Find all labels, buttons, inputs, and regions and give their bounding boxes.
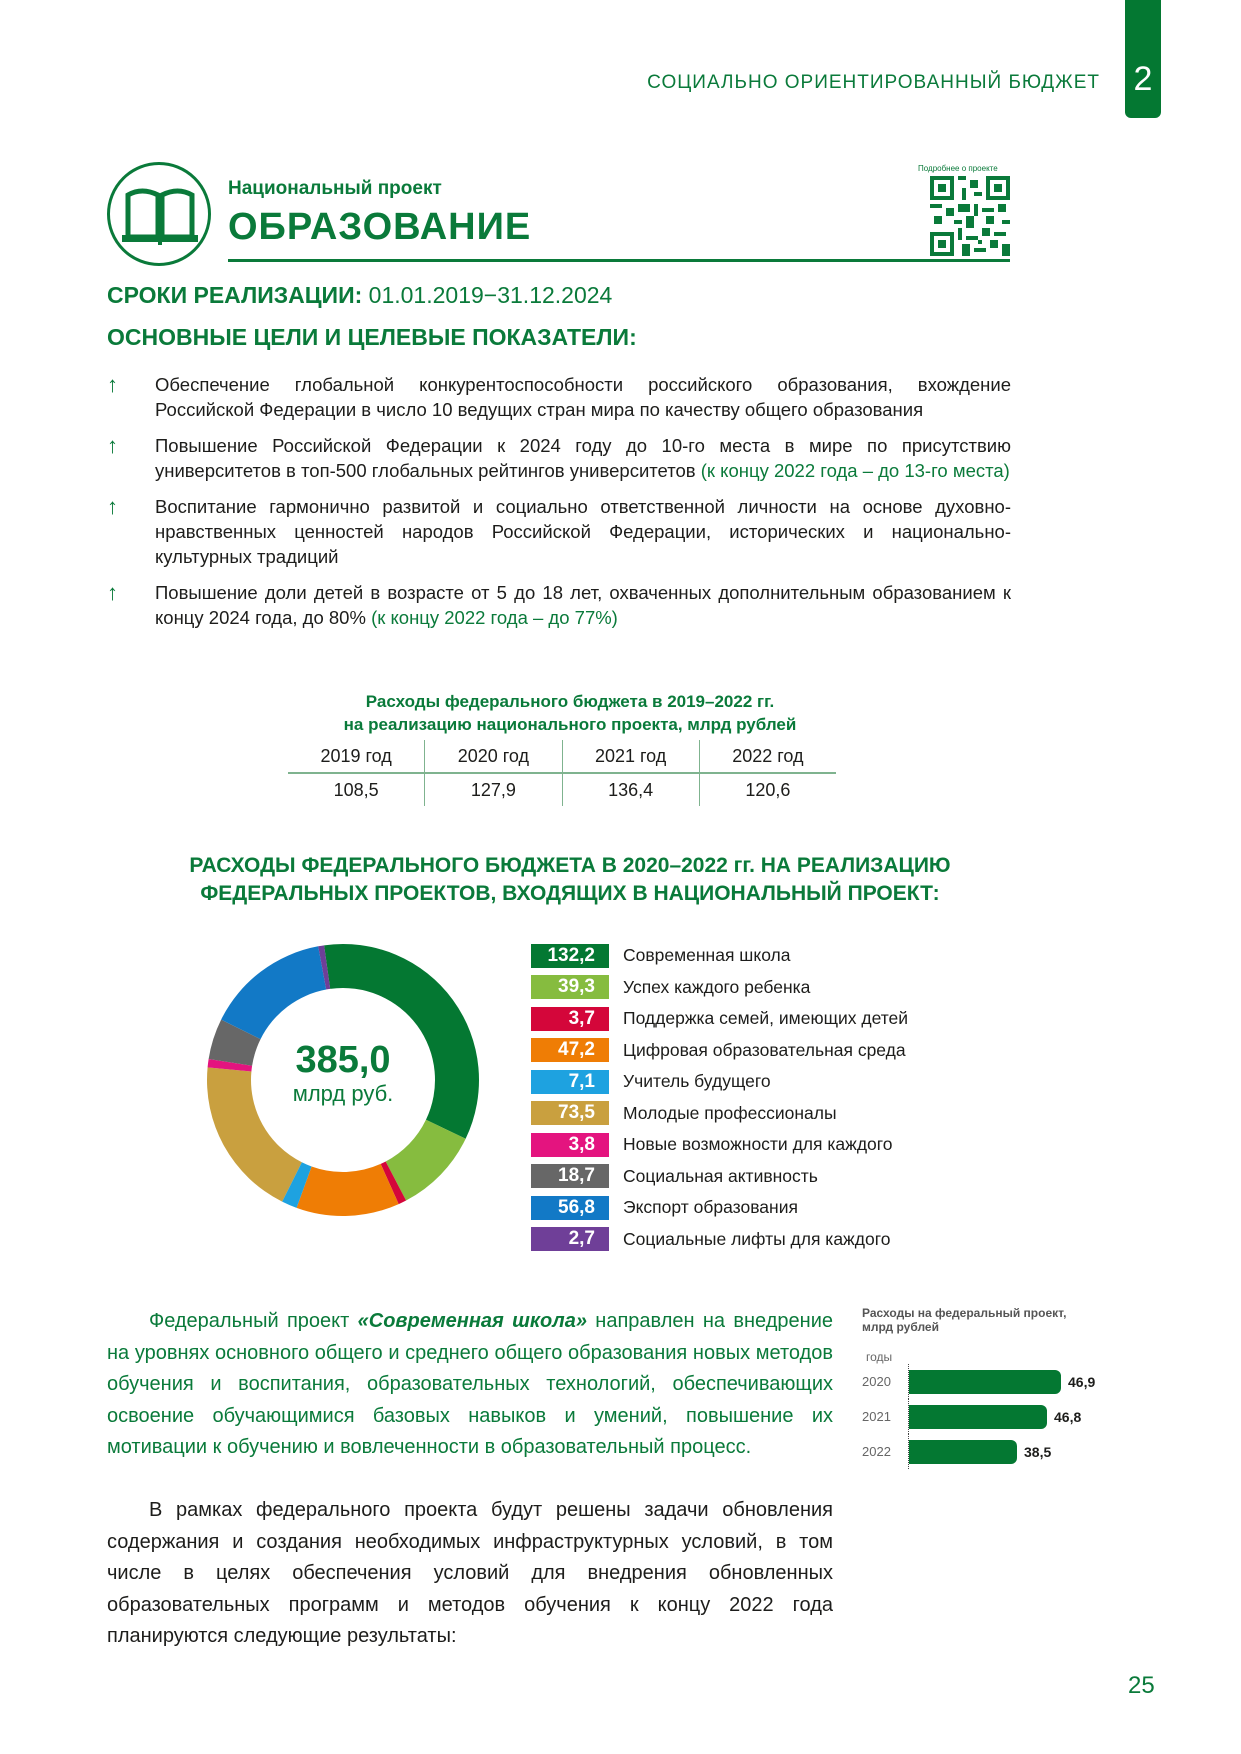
table-header-cell: 2022 год bbox=[699, 740, 836, 772]
legend-value: 7,1 bbox=[531, 1070, 609, 1094]
para1-emphasis: «Современная школа» bbox=[357, 1310, 587, 1332]
period-value: 01.01.2019−31.12.2024 bbox=[362, 282, 613, 308]
arrow-up-icon: ↑ bbox=[107, 433, 118, 458]
arrow-up-icon: ↑ bbox=[107, 580, 118, 605]
legend-item bbox=[531, 940, 908, 972]
bar bbox=[909, 1405, 1047, 1429]
qr-code-icon[interactable] bbox=[930, 176, 1010, 256]
table-header-cell: 2020 год bbox=[424, 740, 561, 772]
legend-label: Учитель будущего bbox=[623, 1071, 771, 1092]
budget-table-title bbox=[290, 690, 850, 736]
table-header-cell: 2019 год bbox=[320, 746, 392, 766]
legend-value: 3,7 bbox=[531, 1007, 609, 1031]
section-label: СОЦИАЛЬНО ОРИЕНТИРОВАННЫЙ БЮДЖЕТ bbox=[647, 72, 1100, 93]
table-cell: 136,4 bbox=[562, 774, 699, 806]
goal-item bbox=[107, 433, 1011, 483]
bar-year: 2020 bbox=[862, 1374, 891, 1389]
legend-item bbox=[531, 1035, 908, 1067]
side-bar-chart bbox=[862, 1364, 1122, 1469]
qr-caption: Подробнее о проекте bbox=[918, 164, 998, 173]
arrow-up-icon: ↑ bbox=[107, 372, 118, 397]
goal-note: (к концу 2022 года – до 13-го места) bbox=[700, 460, 1010, 481]
legend-value: 132,2 bbox=[531, 944, 609, 968]
legend-value: 39,3 bbox=[531, 975, 609, 999]
open-book-icon bbox=[107, 162, 211, 266]
legend-value: 56,8 bbox=[531, 1196, 609, 1220]
bar-year: 2022 bbox=[862, 1444, 891, 1459]
project-title: ОБРАЗОВАНИЕ bbox=[228, 206, 532, 248]
goal-text: Повышение доли детей в возрасте от 5 до 18 лет, охваченных дополнительным образованием к концу 2024 года, до 80% bbox=[155, 582, 1011, 628]
legend-label: Цифровая образовательная среда bbox=[623, 1039, 906, 1060]
bar-value: 46,9 bbox=[1068, 1373, 1096, 1390]
table-cell: 108,5 bbox=[333, 780, 379, 800]
arrow-up-icon: ↑ bbox=[107, 494, 118, 519]
legend-item bbox=[531, 1003, 908, 1035]
goal-text: Повышение Российской Федерации к 2024 году до 10-го места в мире по присутствию университетов в топ-500 глобальных рейтингов университетов bbox=[155, 435, 1011, 481]
legend-label: Современная школа bbox=[623, 945, 791, 966]
side-chart-axis-label: годы bbox=[866, 1350, 893, 1364]
bar bbox=[909, 1370, 1061, 1394]
donut-legend bbox=[531, 940, 908, 1255]
budget-table bbox=[288, 740, 836, 806]
table-header-cell: 2021 год bbox=[562, 740, 699, 772]
bar-value: 38,5 bbox=[1024, 1443, 1052, 1460]
budget-table-title-line2: на реализацию национального проекта, млрд рублей bbox=[343, 715, 797, 734]
table-header-row bbox=[288, 740, 836, 774]
goal-item bbox=[107, 580, 1011, 630]
legend-value: 18,7 bbox=[531, 1164, 609, 1188]
legend-value: 47,2 bbox=[531, 1038, 609, 1062]
side-chart-title bbox=[862, 1306, 1066, 1334]
legend-label: Молодые профессионалы bbox=[623, 1102, 837, 1123]
donut-total: 385,0 bbox=[295, 1039, 391, 1081]
goal-item bbox=[107, 372, 1011, 422]
legend-item bbox=[531, 1161, 908, 1193]
legend-item bbox=[531, 1066, 908, 1098]
para1-prefix: Федеральный проект bbox=[149, 1310, 358, 1332]
legend-item bbox=[531, 1224, 908, 1256]
legend-label: Социальная активность bbox=[623, 1165, 818, 1186]
legend-label: Экспорт образования bbox=[623, 1197, 798, 1218]
donut-center-label bbox=[203, 1040, 483, 1108]
legend-label: Социальные лифты для каждого bbox=[623, 1228, 891, 1249]
goals-heading: ОСНОВНЫЕ ЦЕЛИ И ЦЕЛЕВЫЕ ПОКАЗАТЕЛИ: bbox=[107, 324, 637, 350]
goal-text: Обеспечение глобальной конкурентоспособности российского образования, вхождение Российской Федерации в число 10 ведущих стран мира по качеству общего образования bbox=[155, 374, 1011, 420]
bar-row bbox=[862, 1434, 1122, 1469]
paragraph-modern-school bbox=[107, 1306, 833, 1464]
legend-label: Успех каждого ребенка bbox=[623, 976, 811, 997]
goal-note: (к концу 2022 года – до 77%) bbox=[371, 607, 618, 628]
donut-slice bbox=[297, 1164, 399, 1216]
side-chart-title-line2: млрд рублей bbox=[862, 1320, 939, 1334]
legend-value: 2,7 bbox=[531, 1227, 609, 1251]
legend-label: Поддержка семей, имеющих детей bbox=[623, 1008, 909, 1029]
table-row bbox=[288, 774, 836, 806]
goal-text: Воспитание гармонично развитой и социально ответственной личности на основе духовно-нравственных ценностей народов Российской Федерации, исторических и национально-культурных традиций bbox=[155, 496, 1011, 567]
bar-row bbox=[862, 1364, 1122, 1399]
side-chart-title-line1: Расходы на федеральный проект, bbox=[862, 1306, 1067, 1320]
page-number: 25 bbox=[1128, 1672, 1155, 1699]
donut-heading-line1: РАСХОДЫ ФЕДЕРАЛЬНОГО БЮДЖЕТА В 2020–2022 гг. НА РЕАЛИЗАЦИЮ bbox=[189, 854, 951, 877]
legend-item bbox=[531, 1098, 908, 1130]
period-label: СРОКИ РЕАЛИЗАЦИИ: bbox=[107, 282, 363, 308]
legend-item bbox=[531, 1129, 908, 1161]
goals-list bbox=[107, 372, 1011, 641]
legend-value: 3,8 bbox=[531, 1133, 609, 1157]
bar bbox=[909, 1440, 1017, 1464]
budget-table-title-line1: Расходы федерального бюджета в 2019–2022 гг. bbox=[365, 692, 775, 711]
bar-value: 46,8 bbox=[1054, 1408, 1082, 1425]
legend-value: 73,5 bbox=[531, 1101, 609, 1125]
implementation-period bbox=[107, 282, 612, 309]
para1-rest: направлен на внедрение на уровнях основного общего и среднего общего образования новых методов обучения и воспитания, образовательных технологий, обеспечивающих освоение обучающимися базовых навыков и умений, повышение их мотивации к обучению и вовлеченности в образовательный процесс. bbox=[107, 1310, 834, 1458]
legend-label: Новые возможности для каждого bbox=[623, 1134, 893, 1155]
table-cell: 127,9 bbox=[424, 774, 561, 806]
bar-year: 2021 bbox=[862, 1409, 891, 1424]
header-divider bbox=[228, 259, 1010, 262]
table-cell: 120,6 bbox=[699, 774, 836, 806]
project-subtitle: Национальный проект bbox=[228, 178, 442, 199]
donut-heading-line2: ФЕДЕРАЛЬНЫХ ПРОЕКТОВ, ВХОДЯЩИХ В НАЦИОНАЛЬНЫЙ ПРОЕКТ: bbox=[200, 882, 940, 905]
goal-item bbox=[107, 494, 1011, 569]
legend-item bbox=[531, 972, 908, 1004]
bar-row bbox=[862, 1399, 1122, 1434]
donut-chart-heading bbox=[140, 852, 1000, 908]
donut-unit: млрд руб. bbox=[292, 1081, 394, 1106]
paragraph-tasks: В рамках федерального проекта будут решены задачи обновления содержания и создания необходимых инфраструктурных условий, в том числе в целях обеспечения условий для внедрения обновленных образовательных программ и методов обучения к концу 2022 года планируются следующие результаты: bbox=[107, 1499, 833, 1647]
donut-slice bbox=[221, 946, 326, 1039]
chapter-tab: 2 bbox=[1125, 0, 1161, 118]
legend-item bbox=[531, 1192, 908, 1224]
